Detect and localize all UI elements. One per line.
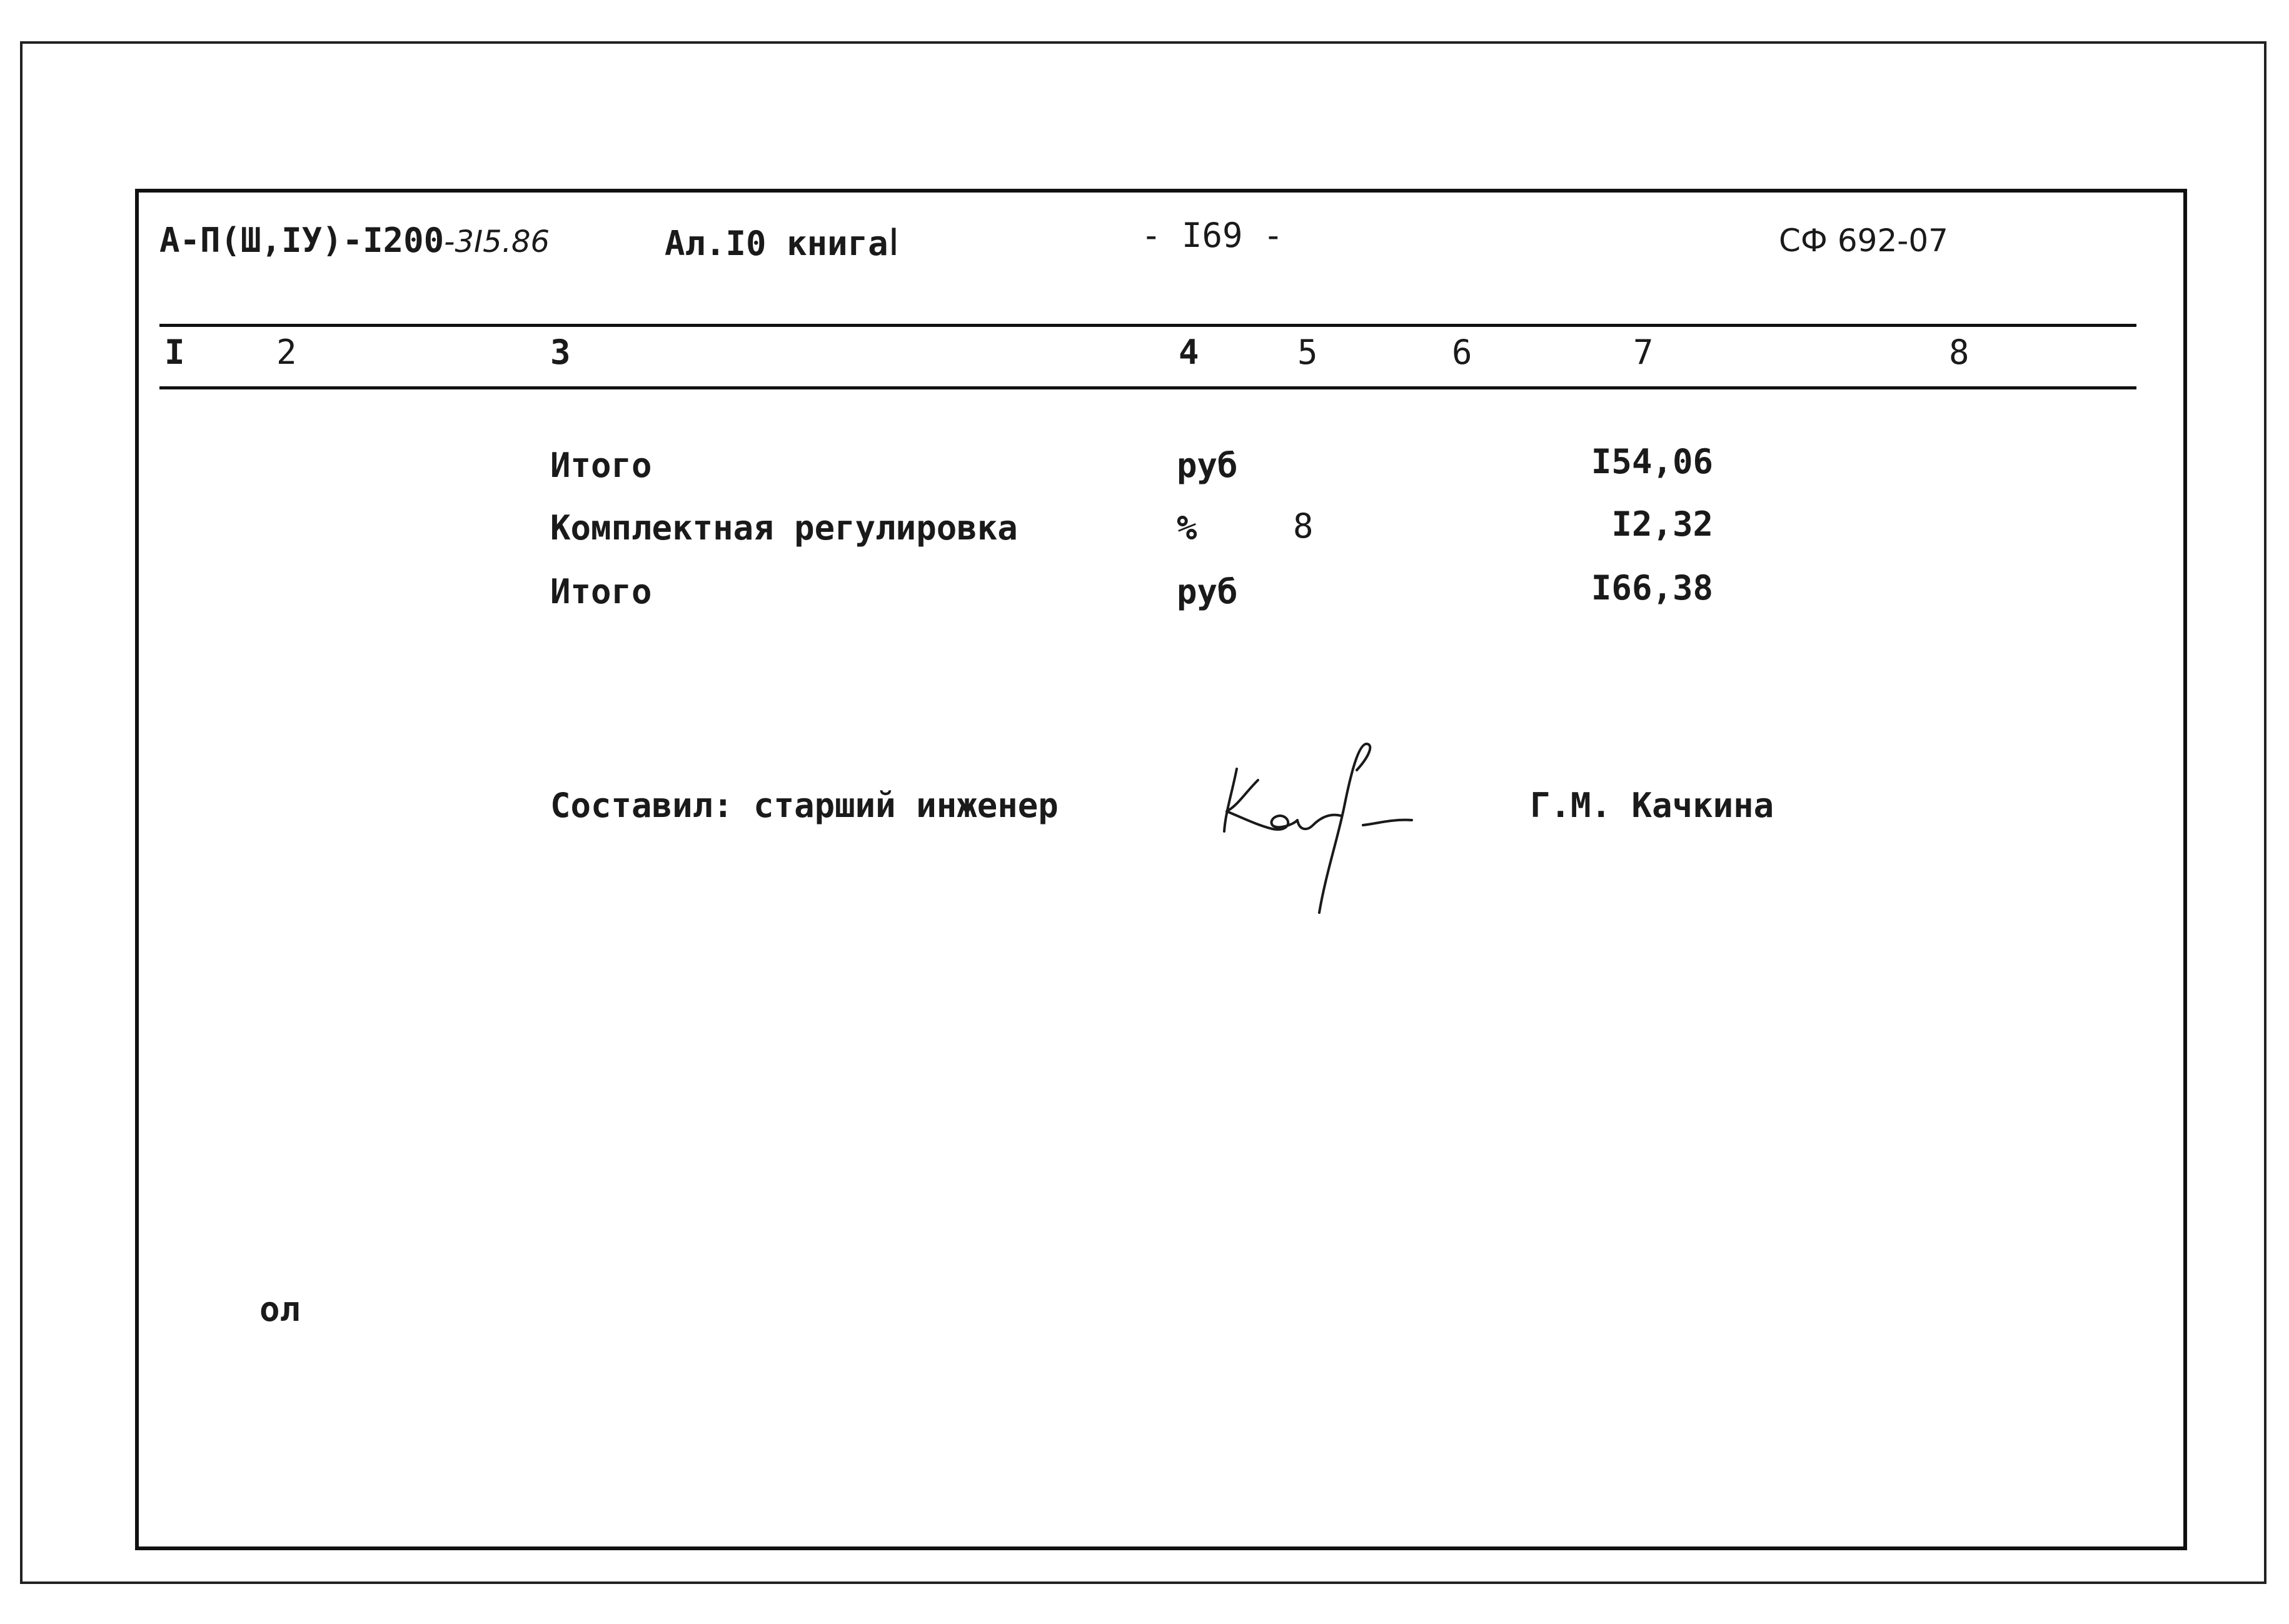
footer-mark: ол	[259, 1290, 301, 1329]
compiler-name: Г.М. Качкина	[1530, 786, 1774, 825]
row-amount: I2,32	[1611, 504, 1713, 544]
designation-suffix: -3I5.86	[444, 224, 550, 259]
document-designation	[159, 221, 550, 260]
header-rule-bottom	[159, 386, 2136, 389]
row-amount: I54,06	[1591, 442, 1713, 481]
page-number: - I69 -	[1141, 216, 1284, 255]
row-name: Итого	[550, 572, 652, 611]
row-name: Итого	[550, 446, 652, 485]
column-number-2: 2	[276, 333, 297, 372]
column-number-7: 7	[1633, 333, 1654, 372]
row-quantity: 8	[1293, 506, 1314, 546]
column-number-6: 6	[1452, 333, 1472, 372]
column-number-4: 4	[1179, 333, 1199, 372]
header-rule-top	[159, 324, 2136, 327]
column-number-1: I	[164, 333, 185, 372]
handwritten-signature	[1213, 731, 1476, 919]
column-number-5: 5	[1297, 333, 1318, 372]
document-code: СФ 692-07	[1779, 223, 1948, 259]
column-number-3: 3	[550, 333, 571, 372]
document-frame	[135, 189, 2187, 1550]
row-name: Комплектная регулировка	[550, 508, 1018, 548]
book-number: I	[888, 221, 900, 264]
row-amount: I66,38	[1591, 568, 1713, 608]
row-unit: руб	[1177, 446, 1238, 485]
designation-code: А-П(Ш,IУ)-I200	[159, 221, 445, 260]
album-reference	[665, 221, 900, 264]
row-unit: руб	[1177, 572, 1238, 611]
album-label: Ал.I0 книга	[665, 224, 888, 263]
row-unit: %	[1177, 508, 1197, 548]
compiled-by-label: Составил: старший инженер	[550, 786, 1059, 825]
column-number-8: 8	[1949, 333, 1970, 372]
